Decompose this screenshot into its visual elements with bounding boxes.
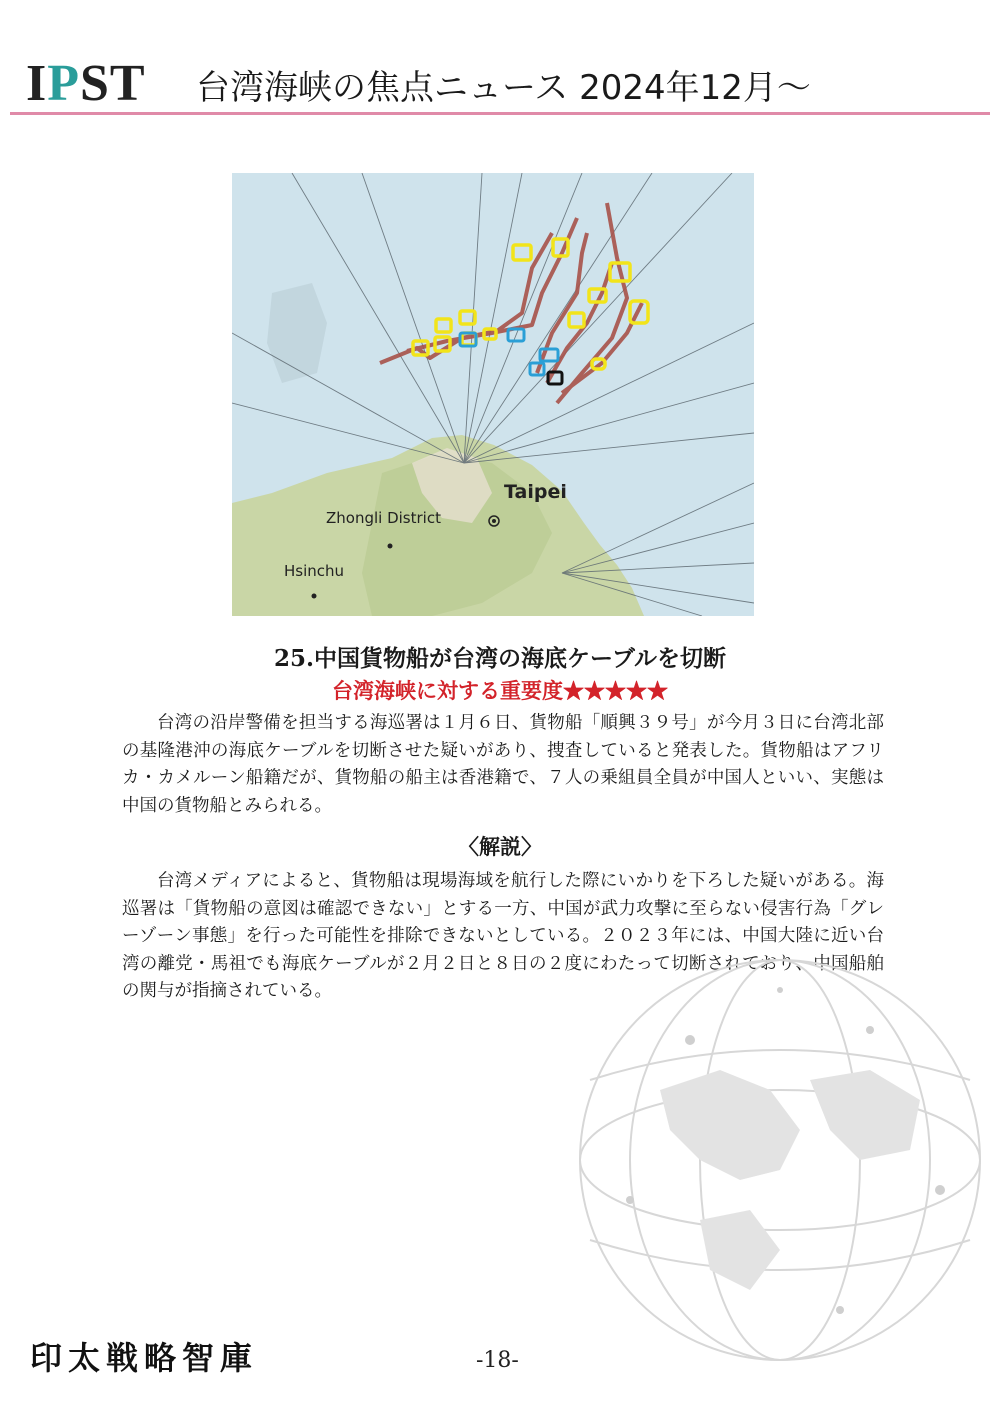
header-divider	[10, 112, 990, 115]
logo-letter-i: I	[26, 55, 48, 112]
article-body: 台湾の沿岸警備を担当する海巡署は１月６日、貨物船「順興３９号」が今月３日に台湾北部の基隆港沖の海底ケーブルを切断させた疑いがあり、捜査していると発表した。貨物船はアフリカ・カメルーン船籍だが、貨物船の船主は香港籍で、７人の乗組員全員が中国人といい、実態は中国の貨物船とみられる。	[122, 713, 884, 816]
map-graphic	[232, 173, 754, 616]
page-header	[24, 56, 984, 116]
importance-rating: 台湾海峡に対する重要度★★★★★	[332, 678, 668, 703]
footer-organization: 印太戦略智庫	[30, 1339, 259, 1377]
logo-letters-st: ST	[80, 55, 146, 112]
article-title: 25.中国貨物船が台湾の海底ケーブルを切断	[274, 645, 726, 672]
label-hsinchu: Hsinchu	[284, 562, 345, 580]
page-number: -18-	[476, 1348, 519, 1373]
logo-letter-p: P	[47, 55, 81, 112]
globe-watermark	[540, 930, 1000, 1370]
commentary-heading: 〈解説〉	[458, 834, 542, 859]
header-title: 台湾海峡の焦点ニュース 2024年12月～	[196, 68, 811, 108]
label-zhongli: Zhongli District	[326, 509, 441, 527]
cable-map	[232, 173, 754, 616]
commentary-body: 台湾メディアによると、貨物船は現場海域を航行した際にいかりを下ろした疑いがある。海巡署は「貨物船の意図は確認できない」とする一方、中国が武力攻撃に至らない侵害行為「グレーゾーン事態」を行った可能性を排除できないとしている。２０２３年には、中国大陸に近い台湾の離党・馬祖でも海底ケーブルが２月２日と８日の２度にわたって切断されており、中国船舶の関与が指摘されている。	[122, 871, 884, 1001]
label-taipei: Taipei	[504, 481, 567, 503]
ipst-logo	[26, 55, 146, 112]
